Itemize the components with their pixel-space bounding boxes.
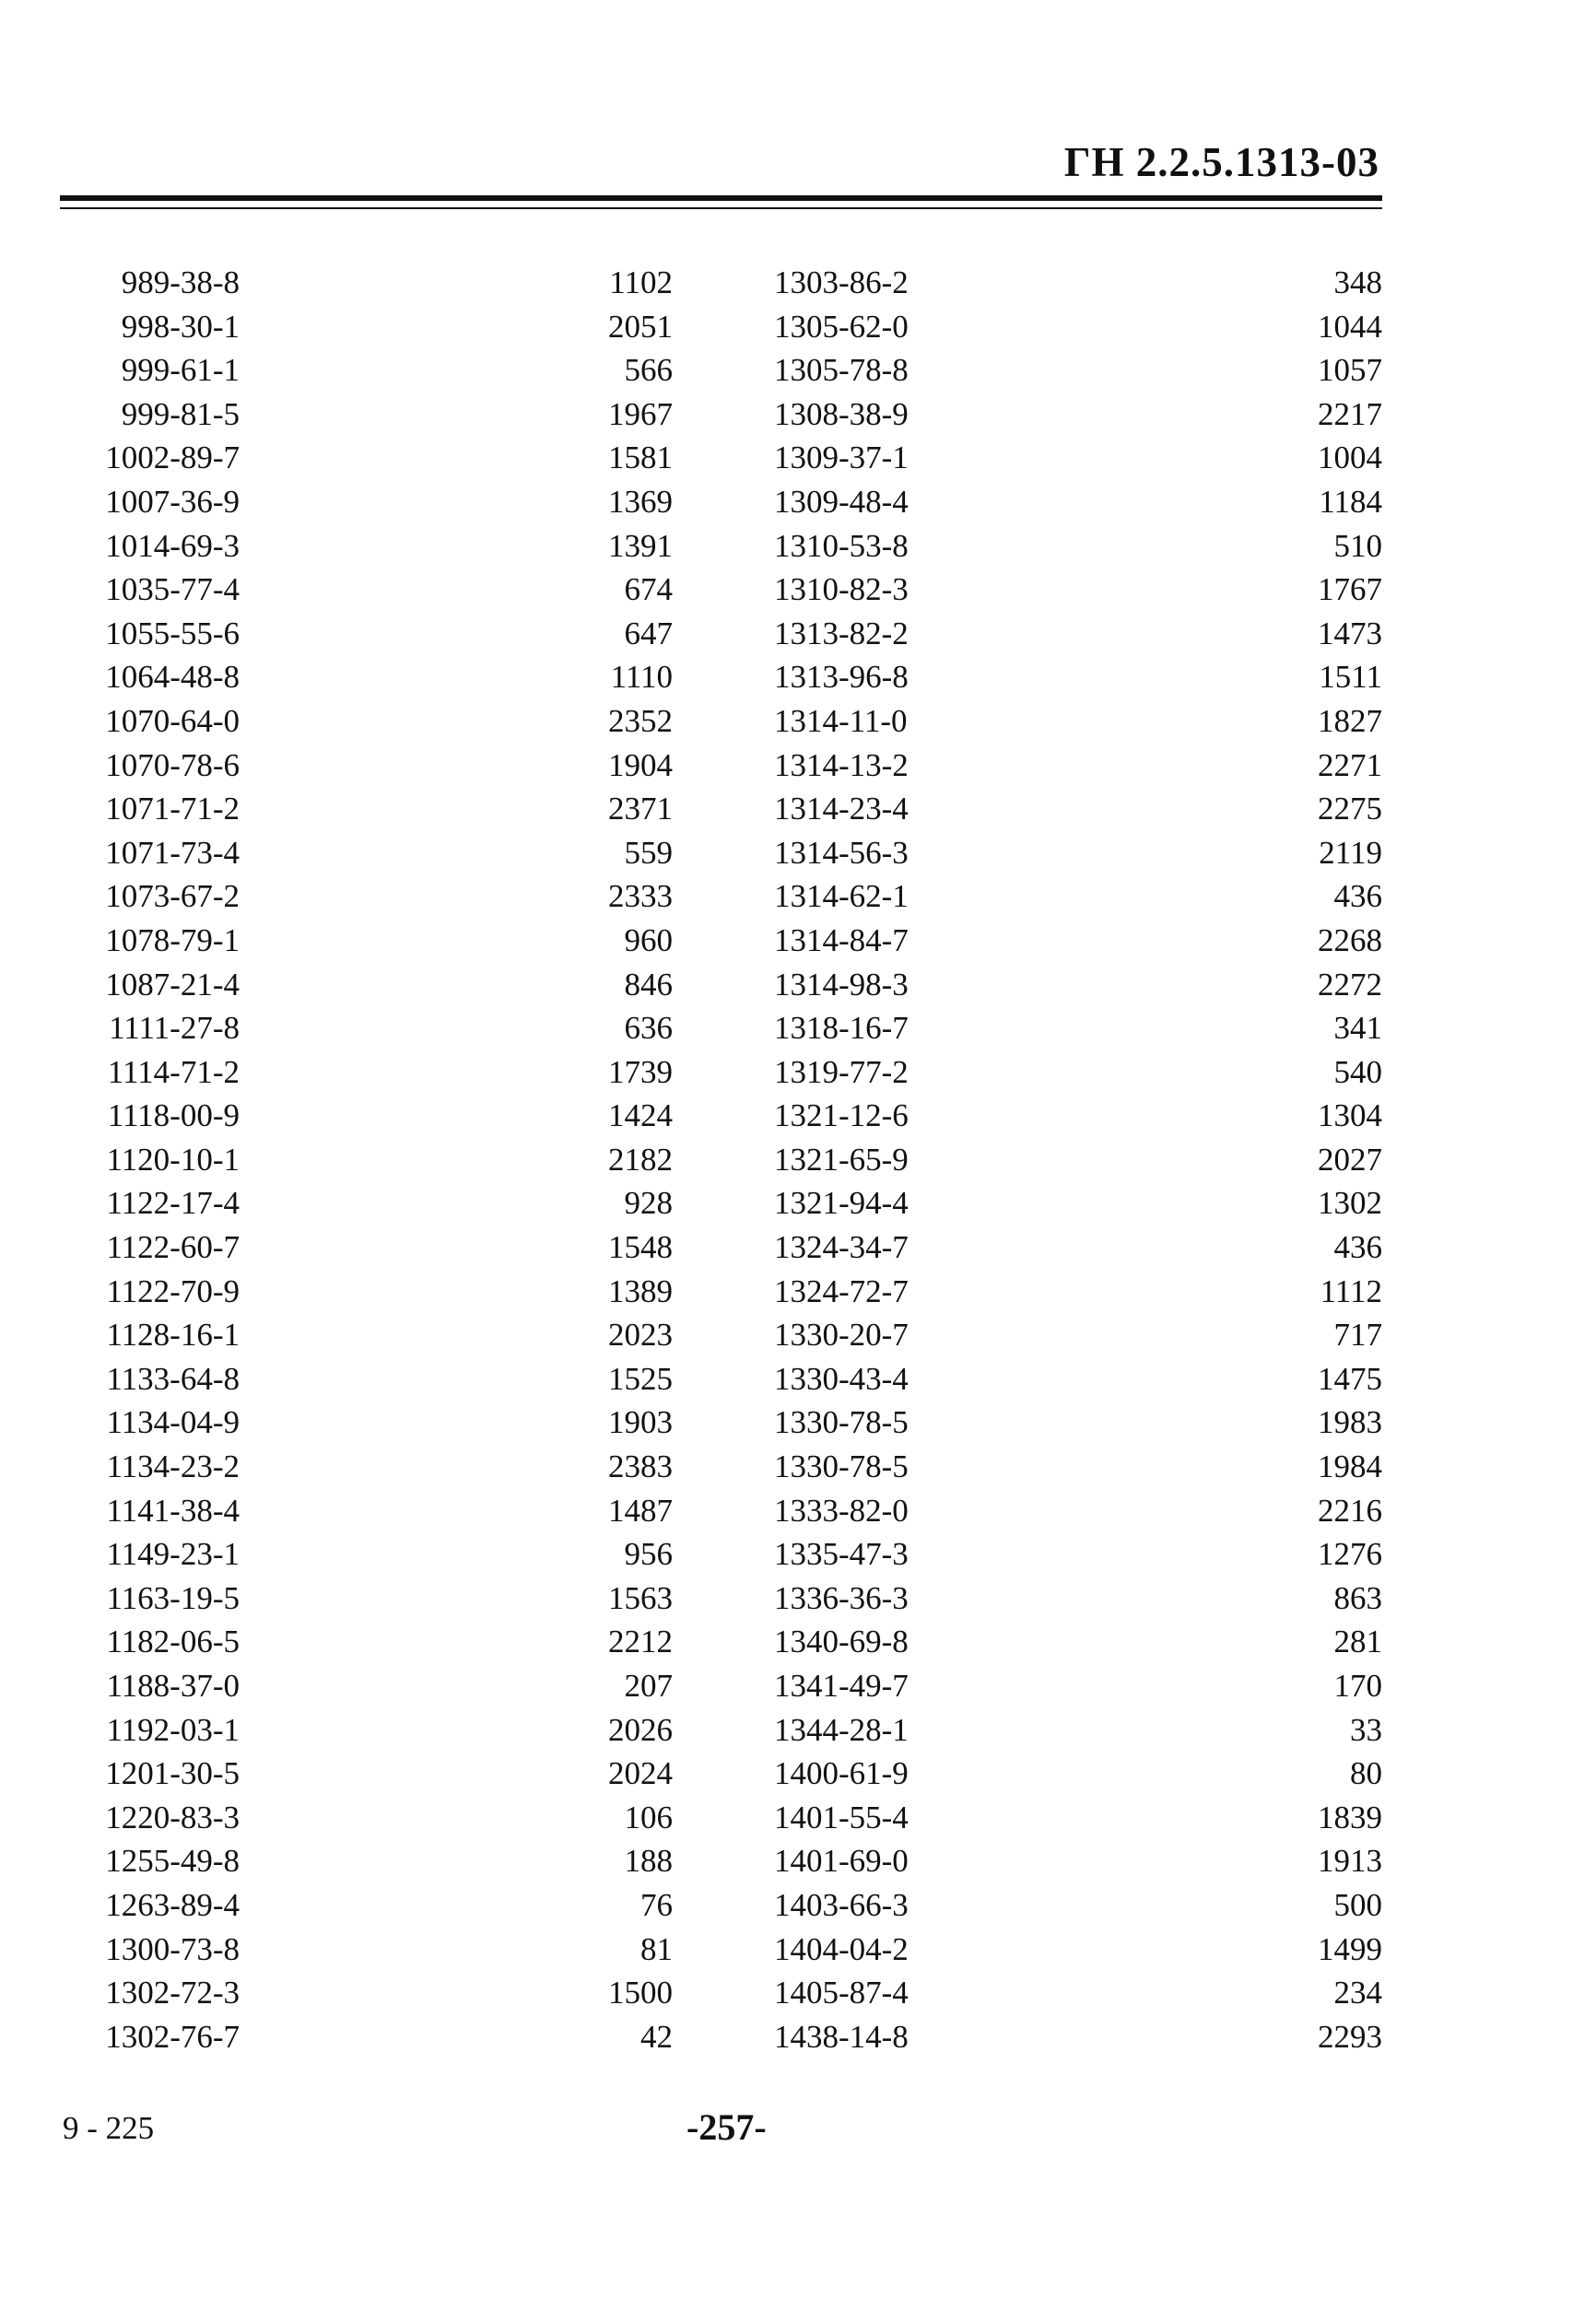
table-cell: 1487 bbox=[608, 1492, 673, 1529]
table-cell: 566 bbox=[624, 352, 673, 389]
table-cell: 500 bbox=[1333, 1886, 1382, 1923]
table-cell: 1201-30-5 bbox=[105, 1755, 240, 1792]
table-cell: 1128-16-1 bbox=[106, 1317, 240, 1354]
table-cell: 1389 bbox=[608, 1272, 673, 1309]
column-right-cas bbox=[774, 261, 958, 2058]
table-cell: 1002-89-7 bbox=[105, 440, 240, 476]
table-cell: 1548 bbox=[608, 1229, 673, 1266]
table-cell: 1438-14-8 bbox=[774, 2018, 909, 2055]
footer-sheet-mark: 9 - 225 bbox=[63, 2110, 155, 2146]
table-cell: 1913 bbox=[1318, 1843, 1382, 1880]
table-cell: 1983 bbox=[1318, 1404, 1382, 1441]
header-rule-thin bbox=[60, 207, 1382, 209]
table-cell: 1314-56-3 bbox=[774, 834, 909, 871]
table-cell: 1111-27-8 bbox=[109, 1010, 240, 1047]
table-cell: 1424 bbox=[608, 1097, 673, 1134]
table-cell: 1149-23-1 bbox=[106, 1536, 240, 1573]
table-cell: 33 bbox=[1350, 1711, 1382, 1748]
table-cell: 647 bbox=[624, 615, 673, 651]
table-cell: 2383 bbox=[608, 1448, 673, 1485]
table-cell: 170 bbox=[1333, 1668, 1382, 1704]
table-cell: 1310-53-8 bbox=[774, 527, 909, 564]
table-cell: 1255-49-8 bbox=[105, 1843, 240, 1880]
table-cell: 1309-48-4 bbox=[774, 483, 909, 520]
table-cell: 1344-28-1 bbox=[774, 1711, 909, 1748]
table-cell: 1118-00-9 bbox=[107, 1097, 240, 1134]
table-cell: 1071-73-4 bbox=[105, 834, 240, 871]
table-cell: 863 bbox=[1333, 1579, 1382, 1616]
table-cell: 1163-19-5 bbox=[106, 1579, 240, 1616]
table-cell: 636 bbox=[624, 1010, 673, 1047]
table-cell: 1087-21-4 bbox=[105, 966, 240, 1003]
table-cell: 1070-64-0 bbox=[105, 702, 240, 739]
table-cell: 1102 bbox=[609, 264, 673, 300]
table-cell: 674 bbox=[624, 571, 673, 608]
table-cell: 1263-89-4 bbox=[105, 1886, 240, 1923]
table-cell: 2212 bbox=[608, 1624, 673, 1660]
table-cell: 1319-77-2 bbox=[774, 1053, 909, 1090]
table-cell: 1035-77-4 bbox=[105, 571, 240, 608]
table-cell: 1057 bbox=[1318, 352, 1382, 389]
table-cell: 348 bbox=[1333, 264, 1382, 300]
table-cell: 1333-82-0 bbox=[774, 1492, 909, 1529]
table-cell: 1314-62-1 bbox=[774, 878, 909, 915]
table-cell: 1314-23-4 bbox=[774, 791, 909, 827]
table-cell: 1321-94-4 bbox=[774, 1185, 909, 1222]
table-cell: 1525 bbox=[608, 1360, 673, 1397]
table-cell: 106 bbox=[624, 1799, 673, 1835]
table-cell: 2352 bbox=[608, 702, 673, 739]
table-cell: 956 bbox=[624, 1536, 673, 1573]
table-cell: 1475 bbox=[1318, 1360, 1382, 1397]
table-cell: 341 bbox=[1333, 1010, 1382, 1047]
table-cell: 1335-47-3 bbox=[774, 1536, 909, 1573]
table-cell: 1122-17-4 bbox=[106, 1185, 240, 1222]
table-cell: 2182 bbox=[608, 1141, 673, 1178]
table-cell: 1827 bbox=[1318, 702, 1382, 739]
table-cell: 1276 bbox=[1318, 1536, 1382, 1573]
table-cell: 1134-23-2 bbox=[106, 1448, 240, 1485]
table-cell: 1401-69-0 bbox=[774, 1843, 909, 1880]
table-cell: 436 bbox=[1333, 1229, 1382, 1266]
table-cell: 2023 bbox=[608, 1317, 673, 1354]
table-cell: 1073-67-2 bbox=[105, 878, 240, 915]
table-cell: 1064-48-8 bbox=[105, 659, 240, 696]
table-cell: 1122-70-9 bbox=[106, 1272, 240, 1309]
table-cell: 2268 bbox=[1318, 921, 1382, 958]
table-cell: 1330-78-5 bbox=[774, 1448, 909, 1485]
table-cell: 1300-73-8 bbox=[105, 1930, 240, 1967]
table-cell: 1767 bbox=[1318, 571, 1382, 608]
table-cell: 2027 bbox=[1318, 1141, 1382, 1178]
table-cell: 1112 bbox=[1320, 1272, 1382, 1309]
table-cell: 1563 bbox=[608, 1579, 673, 1616]
table-cell: 2119 bbox=[1319, 834, 1382, 871]
table-cell: 1401-55-4 bbox=[774, 1799, 909, 1835]
table-cell: 1984 bbox=[1318, 1448, 1382, 1485]
table-cell: 76 bbox=[640, 1886, 673, 1923]
table-cell: 1903 bbox=[608, 1404, 673, 1441]
table-cell: 1314-98-3 bbox=[774, 966, 909, 1003]
table-cell: 2275 bbox=[1318, 791, 1382, 827]
table-cell: 1302 bbox=[1318, 1185, 1382, 1222]
table-cell: 1302-72-3 bbox=[105, 1975, 240, 2011]
table-cell: 2024 bbox=[608, 1755, 673, 1792]
table-cell: 559 bbox=[624, 834, 673, 871]
table-cell: 1904 bbox=[608, 746, 673, 783]
table-cell: 1310-82-3 bbox=[774, 571, 909, 608]
table-cell: 1302-76-7 bbox=[105, 2018, 240, 2055]
table-cell: 1055-55-6 bbox=[105, 615, 240, 651]
table-cell: 1070-78-6 bbox=[105, 746, 240, 783]
table-cell: 2217 bbox=[1318, 395, 1382, 432]
table-cell: 928 bbox=[624, 1185, 673, 1222]
table-cell: 80 bbox=[1350, 1755, 1382, 1792]
table-cell: 989-38-8 bbox=[121, 264, 240, 300]
table-cell: 281 bbox=[1333, 1624, 1382, 1660]
table-cell: 1313-96-8 bbox=[774, 659, 909, 696]
table-cell: 1071-71-2 bbox=[105, 791, 240, 827]
table-cell: 1511 bbox=[1319, 659, 1382, 696]
table-cell: 510 bbox=[1333, 527, 1382, 564]
header-rule-thick bbox=[60, 195, 1382, 201]
table-cell: 1303-86-2 bbox=[774, 264, 909, 300]
table-cell: 2051 bbox=[608, 308, 673, 345]
table-cell: 207 bbox=[624, 1668, 673, 1704]
table-cell: 717 bbox=[1333, 1317, 1382, 1354]
table-cell: 1318-16-7 bbox=[774, 1010, 909, 1047]
table-cell: 1839 bbox=[1318, 1799, 1382, 1835]
table-cell: 1220-83-3 bbox=[105, 1799, 240, 1835]
table-cell: 1192-03-1 bbox=[106, 1711, 240, 1748]
table-cell: 81 bbox=[640, 1930, 673, 1967]
table-cell: 1313-82-2 bbox=[774, 615, 909, 651]
table-cell: 1314-13-2 bbox=[774, 746, 909, 783]
table-cell: 1305-78-8 bbox=[774, 352, 909, 389]
table-cell: 1182-06-5 bbox=[106, 1624, 240, 1660]
table-cell: 1473 bbox=[1318, 615, 1382, 651]
table-cell: 234 bbox=[1333, 1975, 1382, 2011]
table-cell: 1321-65-9 bbox=[774, 1141, 909, 1178]
table-cell: 1120-10-1 bbox=[106, 1141, 240, 1178]
table-cell: 1314-11-0 bbox=[774, 702, 908, 739]
table-cell: 2026 bbox=[608, 1711, 673, 1748]
table-cell: 1330-78-5 bbox=[774, 1404, 909, 1441]
table-cell: 1321-12-6 bbox=[774, 1097, 909, 1134]
table-cell: 1403-66-3 bbox=[774, 1886, 909, 1923]
column-left-number bbox=[525, 261, 673, 2058]
table-cell: 1341-49-7 bbox=[774, 1668, 909, 1704]
table-cell: 1967 bbox=[608, 395, 673, 432]
table-cell: 188 bbox=[624, 1843, 673, 1880]
table-cell: 1110 bbox=[610, 659, 673, 696]
table-cell: 436 bbox=[1333, 878, 1382, 915]
table-cell: 2333 bbox=[608, 878, 673, 915]
table-cell: 1141-38-4 bbox=[106, 1492, 240, 1529]
table-cell: 1007-36-9 bbox=[105, 483, 240, 520]
table-cell: 1581 bbox=[608, 440, 673, 476]
document-code: ГН 2.2.5.1313-03 bbox=[1063, 139, 1379, 185]
table-cell: 1114-71-2 bbox=[107, 1053, 240, 1090]
table-cell: 1122-60-7 bbox=[106, 1229, 240, 1266]
table-cell: 1499 bbox=[1318, 1930, 1382, 1967]
table-cell: 1324-72-7 bbox=[774, 1272, 909, 1309]
table-cell: 1405-87-4 bbox=[774, 1975, 909, 2011]
table-cell: 1369 bbox=[608, 483, 673, 520]
table-cell: 1336-36-3 bbox=[774, 1579, 909, 1616]
table-cell: 846 bbox=[624, 966, 673, 1003]
table-cell: 1500 bbox=[608, 1975, 673, 2011]
table-cell: 2371 bbox=[608, 791, 673, 827]
table-cell: 2272 bbox=[1318, 966, 1382, 1003]
table-cell: 1044 bbox=[1318, 308, 1382, 345]
table-cell: 2271 bbox=[1318, 746, 1382, 783]
table-cell: 1188-37-0 bbox=[106, 1668, 240, 1704]
table-cell: 1309-37-1 bbox=[774, 440, 909, 476]
table-cell: 1308-38-9 bbox=[774, 395, 909, 432]
table-cell: 1314-84-7 bbox=[774, 921, 909, 958]
page-number: -257- bbox=[687, 2106, 767, 2148]
table-cell: 1184 bbox=[1319, 483, 1382, 520]
table-cell: 1391 bbox=[608, 527, 673, 564]
table-cell: 1404-04-2 bbox=[774, 1930, 909, 1967]
table-cell: 1004 bbox=[1318, 440, 1382, 476]
table-cell: 1133-64-8 bbox=[106, 1360, 240, 1397]
table-cell: 1324-34-7 bbox=[774, 1229, 909, 1266]
table-cell: 960 bbox=[624, 921, 673, 958]
table-cell: 1739 bbox=[608, 1053, 673, 1090]
table-cell: 999-81-5 bbox=[121, 395, 240, 432]
table-cell: 1330-20-7 bbox=[774, 1317, 909, 1354]
table-cell: 42 bbox=[640, 2018, 673, 2055]
table-cell: 1134-04-9 bbox=[106, 1404, 240, 1441]
table-cell: 1340-69-8 bbox=[774, 1624, 909, 1660]
table-cell: 2293 bbox=[1318, 2018, 1382, 2055]
table-cell: 1330-43-4 bbox=[774, 1360, 909, 1397]
table-cell: 1014-69-3 bbox=[105, 527, 240, 564]
table-cell: 1305-62-0 bbox=[774, 308, 909, 345]
table-cell: 1078-79-1 bbox=[105, 921, 240, 958]
table-cell: 2216 bbox=[1318, 1492, 1382, 1529]
table-cell: 1304 bbox=[1318, 1097, 1382, 1134]
table-cell: 1400-61-9 bbox=[774, 1755, 909, 1792]
column-left-cas bbox=[55, 261, 240, 2058]
column-right-number bbox=[1226, 261, 1382, 2058]
table-cell: 999-61-1 bbox=[121, 352, 240, 389]
table-cell: 998-30-1 bbox=[121, 308, 240, 345]
table-cell: 540 bbox=[1333, 1053, 1382, 1090]
